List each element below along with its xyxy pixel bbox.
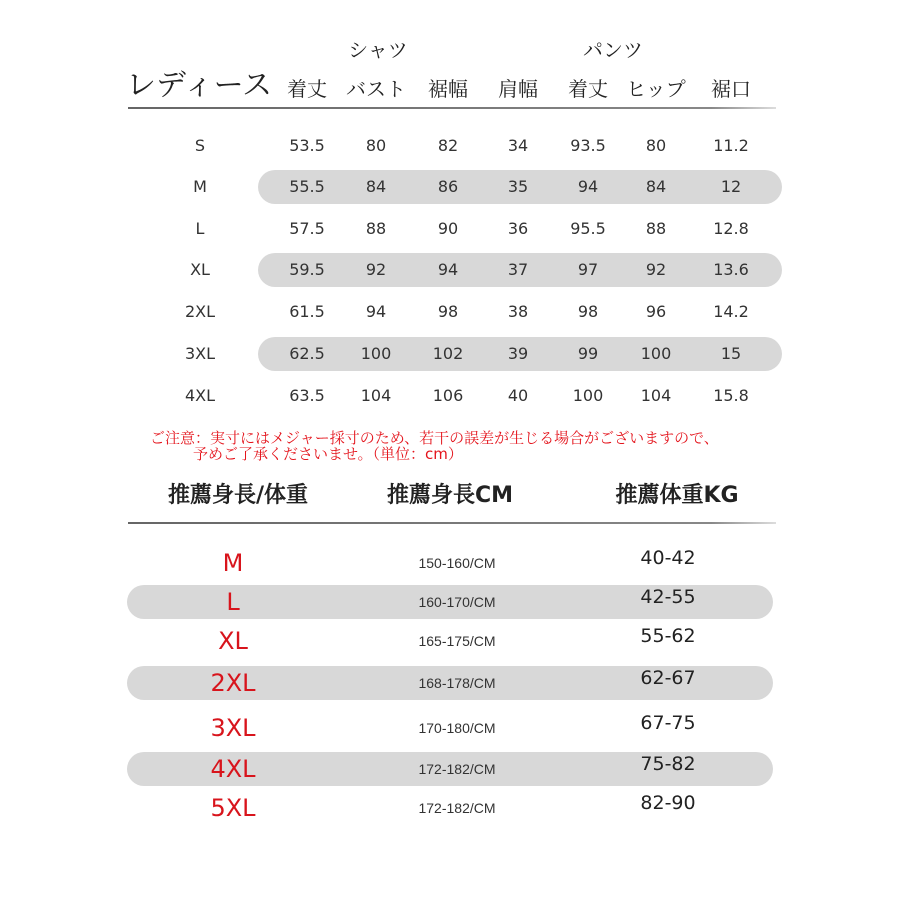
table-title: レディース (126, 68, 273, 103)
cell-value: 92 (365, 260, 387, 279)
size-label: S (194, 136, 206, 155)
size-label: 2XL (184, 302, 216, 321)
cell-value: 57.5 (289, 219, 325, 238)
size-label: M (222, 549, 244, 577)
group-label-pants: パンツ (583, 38, 643, 62)
cell-value: 99 (577, 344, 599, 363)
header-divider (128, 107, 776, 109)
cell-value: 88 (645, 219, 667, 238)
cell-value: 90 (437, 219, 459, 238)
note-line-2: 予めご了承くださいませ。（単位：cm） (193, 445, 463, 463)
column-header: 裾口 (711, 77, 751, 101)
height-value: 172-182/CM (418, 800, 496, 816)
cell-value: 98 (437, 302, 459, 321)
weight-value: 67-75 (640, 712, 696, 734)
cell-value: 88 (365, 219, 387, 238)
cell-value: 98 (577, 302, 599, 321)
cell-value: 14.2 (713, 302, 749, 321)
cell-value: 15 (720, 344, 742, 363)
column-header: 推薦体重KG (615, 483, 739, 508)
cell-value: 94 (437, 260, 459, 279)
cell-value: 59.5 (289, 260, 325, 279)
cell-value: 37 (507, 260, 529, 279)
column-header: ヒップ (626, 77, 686, 101)
weight-value: 62-67 (640, 667, 696, 689)
weight-value: 55-62 (640, 625, 696, 647)
height-value: 160-170/CM (418, 594, 496, 610)
weight-value: 75-82 (640, 753, 696, 775)
cell-value: 92 (645, 260, 667, 279)
cell-value: 106 (432, 386, 464, 405)
size-label: 5XL (210, 794, 256, 822)
weight-value: 40-42 (640, 547, 696, 569)
cell-value: 100 (572, 386, 604, 405)
cell-value: 12 (720, 177, 742, 196)
size-label: XL (218, 627, 248, 655)
size-label: 3XL (184, 344, 216, 363)
cell-value: 11.2 (713, 136, 749, 155)
column-header: バスト (346, 77, 406, 101)
note-line-1: ご注意：実寸にはメジャー採寸のため、若干の誤差が生じる場合がございますので、 (150, 429, 719, 447)
cell-value: 94 (365, 302, 387, 321)
cell-value: 104 (360, 386, 392, 405)
size-label: L (195, 219, 205, 238)
height-value: 168-178/CM (418, 675, 496, 691)
cell-value: 61.5 (289, 302, 325, 321)
cell-value: 80 (645, 136, 667, 155)
cell-value: 80 (365, 136, 387, 155)
cell-value: 100 (640, 344, 672, 363)
cell-value: 53.5 (289, 136, 325, 155)
cell-value: 12.8 (713, 219, 749, 238)
cell-value: 84 (645, 177, 667, 196)
size-label: L (226, 588, 240, 616)
cell-value: 100 (360, 344, 392, 363)
column-header: 肩幅 (498, 77, 538, 101)
column-header: 裾幅 (428, 77, 468, 101)
cell-value: 86 (437, 177, 459, 196)
cell-value: 97 (577, 260, 599, 279)
header-divider-2 (128, 522, 776, 524)
size-label: 4XL (210, 755, 256, 783)
cell-value: 102 (432, 344, 464, 363)
height-value: 150-160/CM (418, 555, 496, 571)
size-label: XL (190, 260, 210, 279)
group-label-shirt: シャツ (348, 38, 408, 62)
cell-value: 96 (645, 302, 667, 321)
cell-value: 93.5 (570, 136, 606, 155)
cell-value: 63.5 (289, 386, 325, 405)
cell-value: 15.8 (713, 386, 749, 405)
size-label: 4XL (184, 386, 216, 405)
column-header: 着丈 (568, 77, 608, 101)
cell-value: 94 (577, 177, 599, 196)
column-header: 着丈 (287, 77, 327, 101)
cell-value: 84 (365, 177, 387, 196)
cell-value: 35 (507, 177, 529, 196)
column-header: 推薦身長CM (386, 483, 514, 508)
height-value: 165-175/CM (418, 633, 496, 649)
cell-value: 40 (507, 386, 529, 405)
cell-value: 36 (507, 219, 529, 238)
cell-value: 82 (437, 136, 459, 155)
cell-value: 39 (507, 344, 529, 363)
weight-value: 42-55 (640, 586, 696, 608)
cell-value: 38 (507, 302, 529, 321)
height-value: 170-180/CM (418, 720, 496, 736)
weight-value: 82-90 (640, 792, 696, 814)
cell-value: 95.5 (570, 219, 606, 238)
size-label: M (193, 177, 207, 196)
cell-value: 62.5 (289, 344, 325, 363)
size-label: 2XL (210, 669, 256, 697)
size-label: 3XL (210, 714, 256, 742)
column-header: 推薦身長/体重 (167, 483, 309, 508)
cell-value: 13.6 (713, 260, 749, 279)
height-value: 172-182/CM (418, 761, 496, 777)
cell-value: 34 (507, 136, 529, 155)
cell-value: 55.5 (289, 177, 325, 196)
cell-value: 104 (640, 386, 672, 405)
